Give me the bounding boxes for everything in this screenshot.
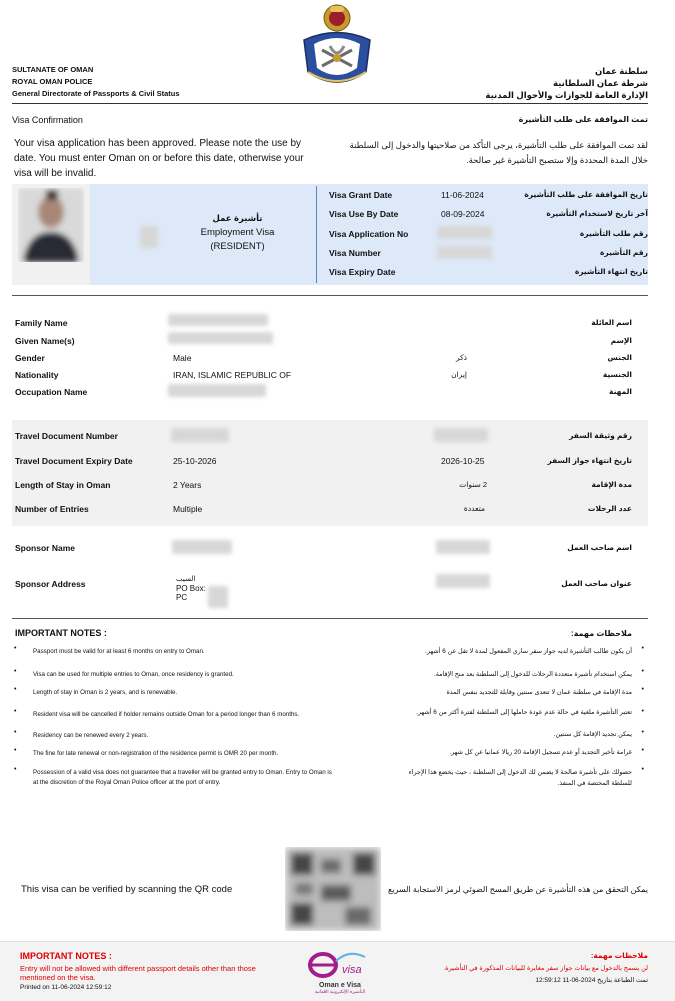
note-bullet-ar: • — [641, 645, 644, 652]
note-bullet: • — [14, 729, 17, 736]
visa-number-label: Visa Number — [329, 248, 381, 258]
footer-notes-title: IMPORTANT NOTES : — [20, 951, 112, 961]
header-directorate-ar: الإدارة العامة للجوازات والأحوال المدنية — [485, 90, 648, 100]
summary-divider — [12, 295, 648, 296]
length-of-stay-value-ar: 2 سنوات — [459, 480, 487, 489]
visa-expiry-date-label: Visa Expiry Date — [329, 267, 396, 277]
note-item-3-ar: مدة الإقامة في سلطنة عمان لا تتعدى سنتين وقابلة للتجديد بنفس المدة — [446, 689, 632, 696]
note-item-1-ar: أن يكون طالب التأشيرة لديه جواز سفر ساري المفعول لمدة لا تقل عن 6 أشهر. — [425, 648, 632, 655]
family-name-value — [168, 314, 268, 326]
verify-text: This visa can be verified by scanning the QR code — [21, 884, 233, 895]
visa-application-no-label: Visa Application No — [329, 229, 409, 239]
note-bullet-ar: • — [641, 766, 644, 773]
sponsor-name-label: Sponsor Name — [15, 543, 75, 553]
visa-expiry-date-label-ar: تاريخ انتهاء التأشيرة — [574, 267, 648, 276]
header-divider — [12, 103, 648, 104]
sponsor-address-label-ar: عنوان صاحب العمل — [561, 579, 632, 588]
visa-number-value — [437, 246, 492, 259]
length-of-stay-label: Length of Stay in Oman — [15, 480, 111, 490]
header-right — [485, 65, 648, 101]
sponsor-name-value-ar — [436, 540, 490, 554]
notes-title: IMPORTANT NOTES : — [15, 628, 107, 638]
travel-doc-expiry-value-ar: 2026-10-25 — [441, 456, 485, 466]
visa-info-divider — [316, 186, 317, 283]
footer-notes-title-ar: ملاحظات مهمة: — [590, 951, 648, 960]
occupation-label-ar: المهنة — [609, 387, 632, 396]
gender-label: Gender — [15, 353, 45, 363]
header-country-ar: سلطنة عمان — [594, 66, 648, 76]
note-item-6-ar: غرامة تأخير التجديد أو عدم تسجيل الإقامة 20 ريالا عمانيا عن كل شهر. — [449, 749, 632, 756]
length-of-stay-label-ar: مدة الإقامة — [591, 480, 632, 489]
header-country-en: SULTANATE OF OMAN — [12, 65, 94, 74]
number-of-entries-label-ar: عدد الرحلات — [587, 504, 632, 513]
visa-type-ar: تأشيرة عمل — [212, 213, 263, 223]
occupation-value — [168, 384, 266, 397]
visa-grant-date-label: Visa Grant Date — [329, 190, 393, 200]
sponsor-address-value — [176, 575, 206, 602]
confirmation-title: Visa Confirmation — [12, 115, 83, 125]
sponsor-divider — [12, 618, 648, 619]
sponsor-address-redacted — [208, 586, 228, 608]
verify-text-ar: يمكن التحقق من هذه التأشيرة عن طريق المسح الضوئي لرمز الاستجابة السريع — [387, 885, 648, 894]
occupation-label: Occupation Name — [15, 387, 88, 397]
note-bullet: • — [14, 747, 17, 754]
travel-doc-number-label: Travel Document Number — [15, 431, 118, 441]
note-bullet: • — [14, 686, 17, 693]
visa-type-sub: (RESIDENT) — [210, 241, 265, 252]
note-item-4-ar: تعتبر التأشيرة ملغية في حالة عدم عودة حاملها إلى السلطنة لفترة أكثر من 6 أشهر. — [416, 709, 632, 716]
family-name-label: Family Name — [15, 318, 68, 328]
confirmation-text: Your visa application has been approved. Please note the use by date. You must enter Oman on or before this date, otherwise your visa will be invalid. — [14, 138, 304, 179]
footer-notes-text-ar: لن يسمح بالدخول مع بيانات جواز سفر مغايرة للبيانات المذكورة في التأشيرة. — [443, 965, 648, 972]
visa-use-by-date-value: 08-09-2024 — [441, 209, 485, 219]
visa-number-label-ar: رقم التأشيرة — [600, 248, 648, 257]
sponsor-address-line-2: PO Box: — [176, 584, 206, 593]
note-bullet: • — [14, 708, 17, 715]
note-item-5: Residency can be renewed every 2 years. — [33, 732, 149, 739]
header-police-ar: شرطة عمان السلطانية — [553, 78, 648, 88]
travel-doc-number-value-ar — [434, 428, 488, 442]
given-names-label-ar: الإسم — [610, 336, 632, 345]
family-name-label-ar: اسم العائلة — [591, 318, 632, 327]
sponsor-address-value-ar — [436, 574, 490, 588]
given-names-label: Given Name(s) — [15, 336, 75, 346]
note-item-2-ar: يمكن استخدام تأشيرة متعددة الرحلات للدخول إلى السلطنة بعد منح الإقامة. — [433, 671, 632, 678]
note-bullet: • — [14, 645, 17, 652]
royal-oman-police-emblem — [292, 0, 382, 92]
header-directorate-en: General Directorate of Passports & Civil Status — [12, 89, 180, 98]
applicant-photo — [18, 188, 84, 262]
gender-value: Male — [173, 353, 192, 363]
note-item-5-ar: يمكن تجديد الإقامة كل سنتين. — [553, 731, 632, 738]
visa-use-by-date-label-ar: آخر تاريخ لاستخدام التأشيرة — [546, 209, 648, 218]
note-item-2: Visa can be used for multiple entries to Oman, once residency is granted. — [33, 671, 234, 678]
nationality-label: Nationality — [15, 370, 59, 380]
note-bullet-ar: • — [641, 747, 644, 754]
note-bullet: • — [14, 668, 17, 675]
header-police-en: ROYAL OMAN POLICE — [12, 77, 93, 86]
travel-doc-expiry-value: 25-10-2026 — [173, 456, 217, 466]
length-of-stay-value: 2 Years — [173, 480, 202, 490]
travel-doc-expiry-label-ar: تاريخ انتهاء جواز السفر — [547, 456, 632, 465]
personal-details — [12, 312, 648, 407]
visa-application-no-label-ar: رقم طلب التأشيرة — [579, 229, 648, 238]
visa-application-no-value — [437, 226, 492, 239]
logo-subtext: التأشيرة الإلكترونية العُمانية — [314, 989, 366, 994]
printed-on-ar: تمت الطباعة بتاريخ 2024-06-11 12:59:12 — [535, 977, 648, 984]
note-bullet-ar: • — [641, 686, 644, 693]
note-item-1: Passport must be valid for at least 6 months on entry to Oman. — [33, 648, 205, 655]
given-names-value — [168, 332, 273, 344]
gender-value-ar: ذكر — [455, 353, 467, 362]
qr-code — [285, 847, 381, 931]
header-left — [12, 64, 180, 100]
visa-use-by-date-label: Visa Use By Date — [329, 209, 399, 219]
visa-grant-date-value: 11-06-2024 — [441, 190, 484, 200]
svg-text:visa: visa — [342, 964, 362, 976]
footer-notes-text: Entry will not be allowed with different passport details other than those mentioned on the visa. — [20, 964, 256, 982]
visa-type-en: Employment Visa — [200, 227, 275, 238]
note-bullet-ar: • — [641, 708, 644, 715]
nationality-value-ar: إيران — [451, 370, 467, 379]
nationality-label-ar: الجنسية — [602, 370, 632, 379]
note-bullet: • — [14, 766, 17, 773]
note-item-3: Length of stay in Oman is 2 years, and is renewable. — [33, 689, 178, 696]
oman-evisa-logo — [305, 949, 375, 993]
sponsor-address-line-3: PC — [176, 593, 188, 602]
note-bullet-ar: • — [641, 729, 644, 736]
confirmation-title-ar: تمت الموافقة على طلب التأشيرة — [518, 115, 648, 124]
visa-grant-date-label-ar: تاريخ الموافقة على طلب التأشيرة — [524, 190, 648, 199]
sponsor-name-value — [172, 540, 232, 554]
gender-label-ar: الجنس — [607, 353, 632, 362]
number-of-entries-value: Multiple — [173, 504, 203, 514]
sponsor-name-label-ar: اسم صاحب العمل — [567, 543, 632, 552]
notes-title-ar: ملاحظات مهمة: — [571, 629, 632, 638]
sponsor-address-line-1: السيب — [176, 576, 196, 583]
confirmation-text-ar: لقد تمت الموافقة على طلب التأشيرة، يرجى التأكد من صلاحيتها والدخول إلى السلطنة خلال المدة المحددة وإلا ستصبح التأشيرة غير صالحة. — [349, 140, 648, 165]
note-item-7: Possession of a valid visa does not guarantee that a traveller will be granted entry to Oman. Entry to Oman is at the discretion of the Royal Oman Police officer at the port of entry. — [33, 769, 332, 786]
number-of-entries-label: Number of Entries — [15, 504, 89, 514]
note-item-7-ar: حصولك على تأشيرة صالحة لا يضمن لك الدخول إلى السلطنة ، حيث يخضع هذا الإجراء للسلطة المختصة في المنفذ. — [408, 769, 632, 787]
redacted-barcode — [140, 226, 158, 248]
note-item-4: Resident visa will be cancelled if holder remains outside Oman for a period longer than 6 months. — [33, 711, 300, 718]
printed-on: Printed on 11-06-2024 12:59:12 — [20, 984, 112, 991]
travel-doc-expiry-label: Travel Document Expiry Date — [15, 456, 133, 466]
nationality-value: IRAN, ISLAMIC REPUBLIC OF — [173, 370, 292, 380]
visa-type-block — [160, 213, 315, 252]
sponsor-address-label: Sponsor Address — [15, 579, 86, 589]
note-item-6: The fine for late renewal or non-registration of the residence permit is OMR 20 per month. — [33, 750, 279, 757]
travel-doc-number-value — [171, 428, 229, 442]
travel-doc-number-label-ar: رقم وثيقة السفر — [569, 431, 632, 440]
logo-text: Oman e Visa — [319, 982, 361, 989]
number-of-entries-value-ar: متعددة — [463, 504, 485, 513]
note-bullet-ar: • — [641, 668, 644, 675]
